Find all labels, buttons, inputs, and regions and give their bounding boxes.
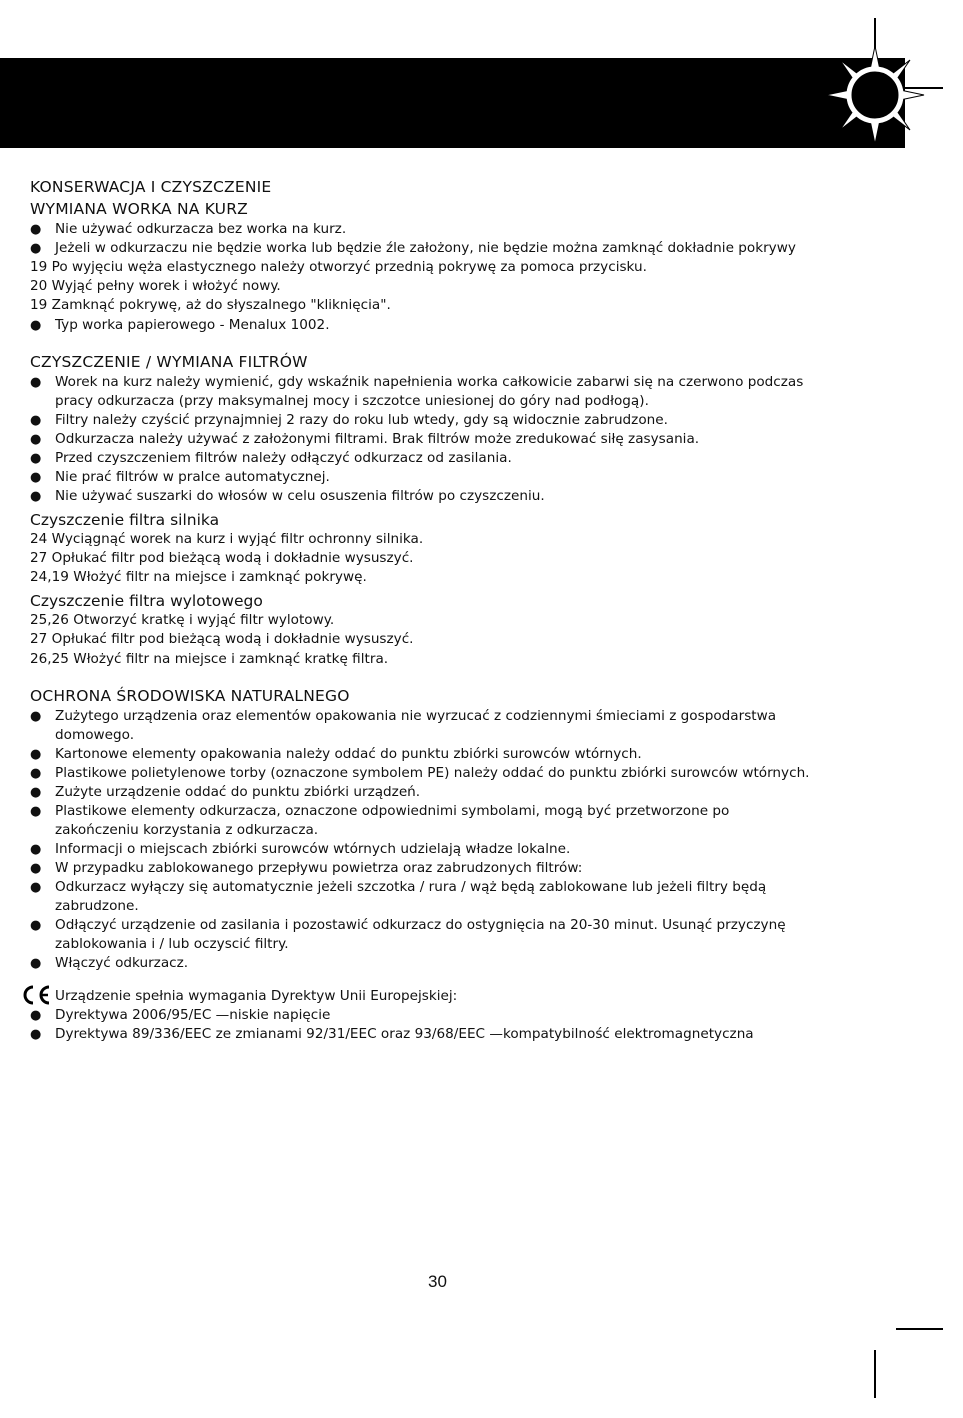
bullet-icon: ● [30, 708, 42, 724]
ce-mark-icon [18, 983, 54, 1007]
list-item: ● Nie używać suszarki do włosów w celu osuszenia filtrów po czyszczeniu. [30, 487, 545, 504]
step-item: 19 Zamknąć pokrywę, aż do słyszalnego "kliknięcia". [30, 297, 391, 314]
step-item: 24,19 Włożyć filtr na miejsce i zamknąć pokrywę. [30, 569, 367, 586]
list-item: ● Jeżeli w odkurzaczu nie będzie worka lub będzie źle założony, nie będzie można zamknąć dokładnie pokrywy [30, 240, 796, 256]
step-item: 19 Po wyjęciu węża elastycznego należy otworzyć przednią pokrywę za pomoca przycisku. [30, 259, 647, 275]
list-item: ● Dyrektywa 2006/95/EC —niskie napięcie [30, 1006, 331, 1023]
bullet-icon: ● [30, 1007, 42, 1023]
bullet-icon: ● [30, 860, 42, 876]
list-item: ● W przypadku zablokowanego przepływu powietrza oraz zabrudzonych filtrów: [30, 859, 583, 876]
list-item: ● Filtry należy czyścić przynajmniej 2 razy do roku lub wtedy, gdy są widocznie zabrudzone. [30, 411, 668, 428]
content [30, 176, 930, 1044]
step-item: 25,26 Otworzyć kratkę i wyjąć filtr wylotowy. [30, 612, 335, 629]
subsection-title-motor-filter: Czyszczenie filtra silnika [30, 510, 220, 529]
section-subtitle-dust-bag: WYMIANA WORKA NA KURZ [30, 200, 248, 218]
bag-type-list [30, 316, 930, 335]
bullet-icon: ● [30, 222, 42, 237]
list-item: ● Nie prać filtrów w pralce automatycznej. [30, 468, 330, 485]
list-item: ● Typ worka papierowego - Menalux 1002. [30, 316, 330, 333]
list-item: ● Kartonowe elementy opakowania należy oddać do punktu zbiórki surowców wtórnych. [30, 745, 642, 762]
step-item: 27 Opłukać filtr pod bieżącą wodą i dokładnie wysuszyć. [30, 631, 414, 648]
bullet-icon: ● [30, 412, 42, 428]
bullet-icon: ● [30, 431, 42, 447]
section-title-maintenance: KONSERWACJA I CZYSZCZENIE [30, 178, 272, 196]
bullet-icon: ● [30, 955, 42, 971]
bullet-icon: ● [30, 746, 42, 762]
ce-compliance-intro: Urządzenie spełnia wymagania Dyrektyw Unii Europejskiej: [30, 987, 930, 1006]
list-item: ● Odkurzacz wyłączy się automatycznie jeżeli szczotka / rura / wąż będą zablokowane lub jeżeli filtry będą zabrudzone. [30, 878, 767, 914]
sun-registration-icon [820, 40, 930, 150]
bullet-icon: ● [30, 374, 42, 390]
bullet-icon: ● [30, 841, 42, 857]
step-item: 26,25 Włożyć filtr na miejsce i zamknąć kratkę filtra. [30, 650, 389, 667]
bullet-icon: ● [30, 241, 42, 256]
list-item: ● Informacji o miejscach zbiórki surowców wtórnych udzielają władze lokalne. [30, 840, 571, 857]
bullet-icon: ● [30, 784, 42, 800]
bullet-icon: ● [30, 765, 42, 781]
list-item: ● Plastikowe elementy odkurzacza, oznaczone odpowiednimi symbolami, mogą być przetworzone po zakończeniu korzystania z odkurzacza. [30, 802, 730, 838]
list-item: ● Dyrektywa 89/336/EEC ze zmianami 92/31/EEC oraz 93/68/EEC —kompatybilność elektromagnetyczna [30, 1025, 754, 1042]
section-title-environment: OCHRONA ŚRODOWISKA NATURALNEGO [30, 686, 350, 705]
bullet-icon: ● [30, 450, 42, 466]
list-item: ● Plastikowe polietylenowe torby (oznaczone symbolem PE) należy oddać do punktu zbiórki surowców wtórnych. [30, 764, 810, 781]
filters-list [30, 373, 930, 506]
section-title-filters: CZYSZCZENIE / WYMIANA FILTRÓW [30, 352, 308, 371]
bullet-icon: ● [30, 879, 42, 895]
step-item: 20 Wyjąć pełny worek i włożyć nowy. [30, 278, 281, 295]
step-item: 27 Opłukać filtr pod bieżącą wodą i dokładnie wysuszyć. [30, 549, 414, 566]
list-item: ● Worek na kurz należy wymienić, gdy wskaźnik napełnienia worka całkowicie zabarwi się na czerwono podczas pracy odkurzacza (przy maksymalnej mocy i szczotce uniesionej do góry nad podłogą). [30, 373, 804, 409]
page-number: 30 [428, 1272, 447, 1291]
crop-mark-bottom-horizontal [896, 1328, 943, 1330]
list-item: ● Odkurzacza należy używać z założonymi filtrami. Brak filtrów może zredukować siłę zasysania. [30, 430, 700, 447]
list-item: ● Przed czyszczeniem filtrów należy odłączyć odkurzacz od zasilania. [30, 449, 512, 466]
list-item: ● Odłączyć urządzenie od zasilania i pozostawić odkurzacz do ostygnięcia na 20-30 minut. Usunąć przyczynę zablokowania i / lub oczyscić filtry. [30, 916, 786, 952]
subsection-title-exhaust-filter: Czyszczenie filtra wylotowego [30, 592, 263, 611]
list-item: ● Zużyte urządzenie oddać do punktu zbiórki urządzeń. [30, 783, 421, 800]
directives-list [30, 1006, 930, 1044]
bullet-icon: ● [30, 469, 42, 485]
list-item: ● Włączyć odkurzacz. [30, 954, 189, 971]
bullet-icon: ● [30, 488, 42, 504]
bag-list [30, 220, 930, 258]
bullet-icon: ● [30, 917, 42, 933]
step-item: 24 Wyciągnąć worek na kurz i wyjąć filtr ochronny silnika. [30, 530, 424, 547]
bullet-icon: ● [30, 803, 42, 819]
list-item: ● Zużytego urządzenia oraz elementów opakowania nie wyrzucać z codziennymi śmieciami z gospodarstwa domowego. [30, 707, 777, 743]
bullet-icon: ● [30, 317, 42, 333]
environment-list [30, 707, 930, 973]
bullet-icon: ● [30, 1026, 42, 1042]
list-item: ● Nie używać odkurzacza bez worka na kurz. [30, 221, 347, 237]
crop-mark-bottom-vertical [874, 1350, 876, 1398]
header-band [0, 58, 905, 148]
